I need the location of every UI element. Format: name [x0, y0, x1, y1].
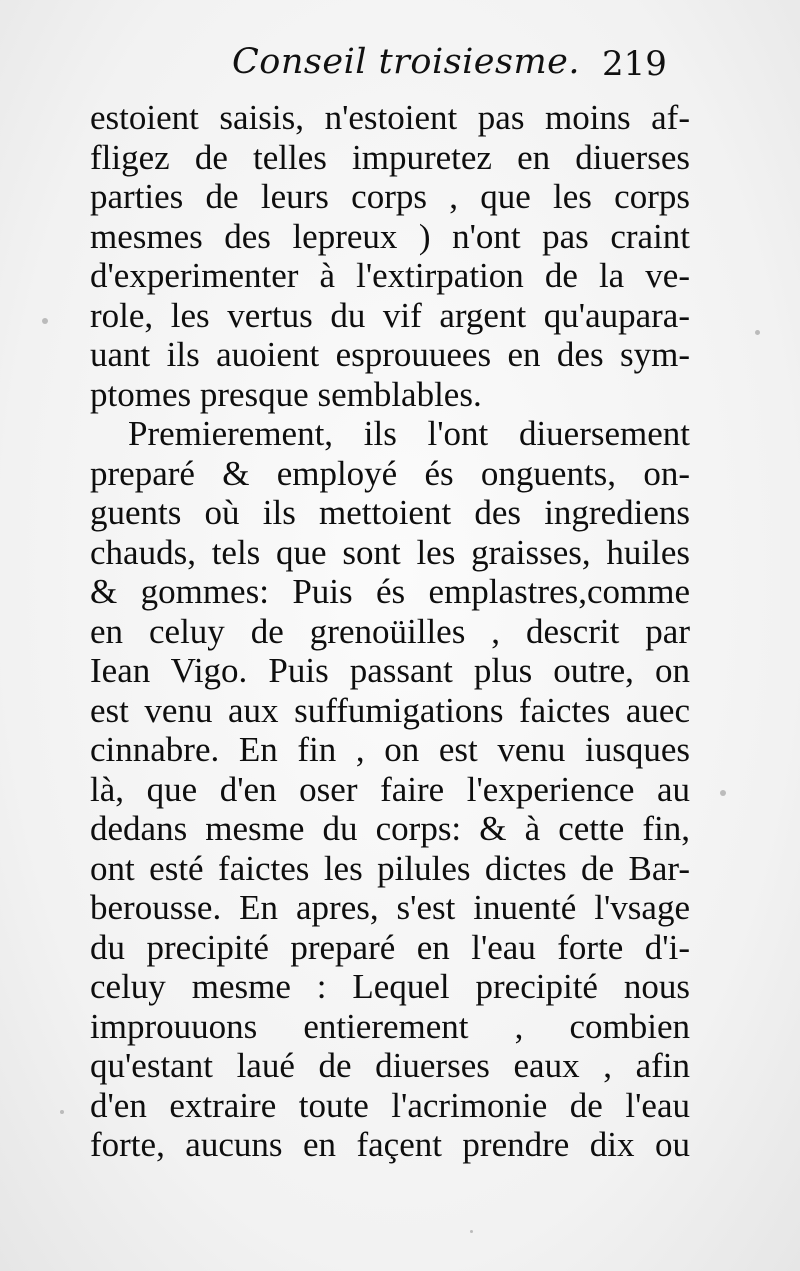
text-line: mesmes des lepreux ) n'ont pas craint [90, 216, 690, 256]
paper-speck [720, 790, 726, 796]
text-line: ont esté faictes les pilules dictes de Bar- [90, 848, 690, 888]
text-line: improuuons entierement , combien [90, 1006, 690, 1046]
running-head: Conseil troisiesme. [232, 42, 580, 82]
text-line: role, les vertus du vif argent qu'aupara- [90, 295, 690, 335]
text-line: estoient saisis, n'estoient pas moins af- [90, 98, 690, 137]
text-line: chauds, tels que sont les graisses, huiles [90, 532, 690, 572]
text-line: uant ils auoient esprouuees en des sym- [90, 335, 690, 374]
paper-speck [755, 330, 760, 335]
paper-speck [60, 1110, 64, 1114]
text-line: preparé & employé és onguents, on- [90, 453, 690, 493]
text-line: d'en extraire toute l'acrimonie de l'eau [90, 1085, 690, 1125]
text-line: en celuy de grenoüilles , descrit par [90, 611, 690, 651]
text-line: cinnabre. En fin , on est venu iusques [90, 730, 690, 769]
page-header [0, 42, 800, 102]
paper-speck [470, 1230, 473, 1233]
text-line: d'experimenter à l'extirpation de la ve- [90, 256, 690, 295]
text-line: Iean Vigo. Puis passant plus outre, on [90, 651, 690, 690]
text-line: du precipité preparé en l'eau forte d'i- [90, 927, 690, 967]
text-line: celuy mesme : Lequel precipité nous [90, 967, 690, 1006]
text-line: ptomes presque semblables. [90, 374, 482, 414]
text-line: qu'estant laué de diuerses eaux , afin [90, 1046, 690, 1085]
text-line: forte, aucuns en façent prendre dix ou [90, 1125, 690, 1164]
body-text [90, 98, 690, 1165]
text-line: est venu aux suffumigations faictes auec [90, 690, 690, 730]
text-line: guents où ils mettoient des ingrediens [90, 493, 690, 532]
text-line: parties de leurs corps , que les corps [90, 177, 690, 216]
paragraph-first-line: Premierement, ils l'ont diuersement [128, 414, 690, 453]
text-line: berousse. En apres, s'est inuenté l'vsage [90, 888, 690, 927]
text-line: dedans mesme du corps: & à cette fin, [90, 809, 690, 848]
text-line: & gommes: Puis és emplastres,comme [90, 572, 690, 611]
paper-speck [42, 318, 48, 324]
page-number: 219 [602, 44, 667, 84]
text-line: là, que d'en oser faire l'experience au [90, 769, 690, 809]
text-line: fligez de telles impuretez en diuerses [90, 137, 690, 177]
